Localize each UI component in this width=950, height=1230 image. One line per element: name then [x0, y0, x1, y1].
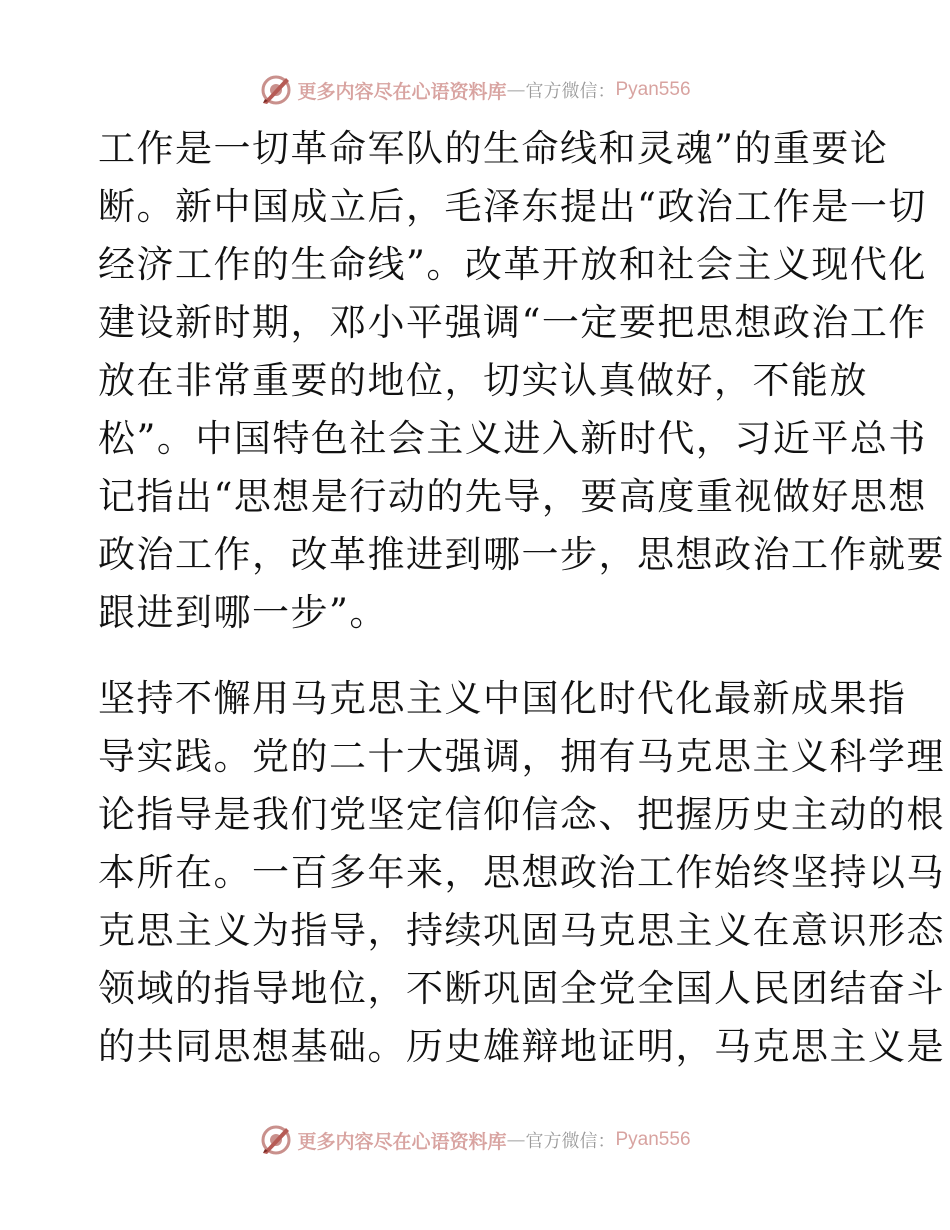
banner-site-text: 更多内容尽在心语资料库 [297, 80, 507, 103]
text-line: 政治工作，改革推进到哪一步，思想政治工作就要 [98, 533, 945, 576]
banner-separator: — [506, 79, 526, 101]
banner-wechat-label: 官方微信： [525, 81, 616, 102]
text-line: 断。新中国成立后，毛泽东提出“政治工作是一切 [98, 185, 927, 228]
text-line: 克思主义为指导，持续巩固马克思主义在意识形态 [98, 909, 945, 952]
paragraph-spacer [98, 642, 858, 670]
text-line: 的共同思想基础。历史雄辩地证明，马克思主义是 [98, 1025, 945, 1068]
banner-wechat-label: 官方微信： [525, 1131, 616, 1152]
footer-watermark-banner [0, 1120, 950, 1160]
text-line: 领域的指导地位，不断巩固全党全国人民团结奋斗 [98, 967, 945, 1010]
header-watermark-banner [0, 70, 950, 110]
text-line: 松”。中国特色社会主义进入新时代，习近平总书 [98, 417, 927, 460]
banner-wechat-id: Pyan556 [615, 79, 691, 100]
paragraph-2 [98, 670, 945, 1076]
text-line: 坚持不懈用马克思主义中国化时代化最新成果指 [98, 677, 907, 720]
text-line: 导实践。党的二十大强调，拥有马克思主义科学理 [98, 735, 945, 778]
text-line: 本所在。一百多年来，思想政治工作始终坚持以马 [98, 851, 945, 894]
text-line: 建设新时期，邓小平强调“一定要把思想政治工作 [98, 301, 927, 344]
text-line: 记指出“思想是行动的先导，要高度重视做好思想 [98, 475, 927, 518]
text-line: 工作是一切革命军队的生命线和灵魂”的重要论 [98, 127, 889, 170]
document-body [98, 120, 945, 1076]
text-line: 论指导是我们党坚定信仰信念、把握历史主动的根 [98, 793, 945, 836]
banner-separator: — [506, 1129, 526, 1151]
banner-wechat-id: Pyan556 [615, 1129, 691, 1150]
banner-site-text: 更多内容尽在心语资料库 [297, 1130, 507, 1153]
quill-seal-icon [259, 1123, 293, 1157]
text-line: 跟进到哪一步”。 [98, 591, 388, 634]
paragraph-1 [98, 120, 945, 642]
text-line: 经济工作的生命线”。改革开放和社会主义现代化 [98, 243, 927, 286]
quill-seal-icon [259, 73, 293, 107]
text-line: 放在非常重要的地位，切实认真做好，不能放 [98, 359, 868, 402]
